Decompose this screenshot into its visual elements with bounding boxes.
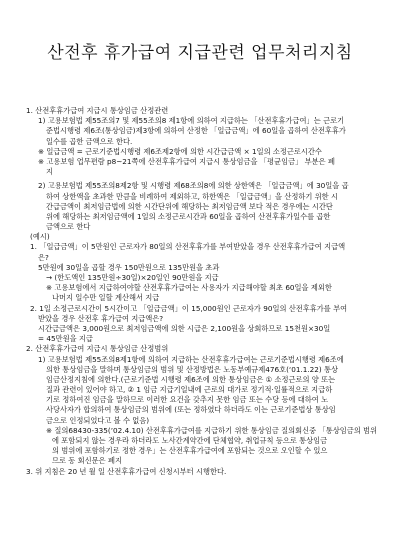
document-line: 므로 동 회신문은 폐지 [52,456,122,466]
document-line: 나머지 일수만 일할 계산해서 지급 [52,293,160,303]
document-line: 기로 정하여진 임금을 말하므로 이러한 요건을 갖추지 못한 임금 또는 수당 등에 대하여 노 [46,395,329,405]
document-line: 1) 고용보험법 제55조의7 및 제55조의8 제1항에 의하여 지급하는 「산전후휴가급여」는 근로기 [38,116,345,126]
document-line: → (한도액인 135만원÷30일)×20일인 90만원을 지급 [46,273,219,282]
document-line: ※ 일급금액 = 근로기준법시행령 제6조제2항에 의한 시간급금액 × 1일의 소정근로시간수 [38,146,322,156]
document-line: 의한 통상임금을 말하며 통상임금의 범위 및 산정방법은 노동부예규제476호(‘01.1.22) 통상 [46,364,339,374]
document-line: 임금산정지침에 의한다.(근로기준법 시행령 제6조에 의한 통상임금은 ① 소정근로의 양 또는 [46,374,336,384]
document-line: 위에 해당하는 최저임금액에 1일의 소정근로시간과 60일을 곱하여 산전후휴가일수를 곱한 [46,211,331,221]
document-line: 질과 관련이 있어야 하고, ② 1 임금 지급기일내에 근로의 대가로 정기적·일률적으로 지급하 [46,385,333,395]
document-line: 금액으로 한다 [46,222,91,232]
document-line: 사당사자가 합의하여 통상임금의 범위에 (또는 정하였다 하더라도 이는 근로기준법상 통상임 [46,405,336,415]
document-line: 일수를 곱한 금액으로 한다. [46,136,133,146]
document-line: 지 [46,167,54,177]
document-line: 5만원에 30일을 곱할 경우 150만원으로 135만원을 초과 [38,262,220,272]
document-line: ※ 고용보험에서 지급하여야할 산전후휴가급여는 사용자가 지급해야할 최초 60일을 제외한 [46,283,332,293]
document-line: 에 포함되지 않는 경우라 하더라도 노사간계약간에 단체협약, 취업규칙 등으로 통상임금 [52,436,328,445]
document-line: ※ 질의68430-335(’02.4.10) 산전후휴가급여를 지급하기 위한 통상임금 질의회신중 「통상임금의 범위 [46,425,378,435]
document-line: 시간급금액은 3,000원으로 최저임금액에 의한 시급은 2,100원을 상회하므로 15천원×30일 [38,323,331,333]
document-line: 간급금액이 최저임금법에 의한 시간단위에 해당하는 최저임금액 보다 적은 경우에는 시간단 [46,201,333,211]
document-line: 하여 상한액을 초과한 만큼을 비례하여 제외하고, 하한액은 「일급금액」을 산정하기 위한 시 [46,191,338,201]
document-line: 3. 위 지침은 20 년 월 일 산전후휴가급여 신청시부터 시행한다. [26,466,227,476]
document-line: 받았을 경우 산전후 휴가급여 지급액은? [38,313,164,323]
document-line: 2. 산전후휴가급여 지급시 통상임금 산정범위 [26,344,169,354]
document-line: 금으로 인정되었다고 볼 수 없음) [46,415,150,425]
document-line: 2. 1일 소정근로시간이 5시간이고 「일급금액」이 15,000원인 근로자가 90일의 산전후휴가를 부여 [30,303,348,313]
document-line: 의 범위에 포함하기로 정한 경우」는 산전후휴가급여에 포함되는 것으로 오인할 수 있으 [52,446,328,456]
document-line: 1. 산전후휴가급여 지급시 통상임금 산정관련 [26,106,169,115]
document-line: ※ 고용보험 업무편람 p8~21쪽에 산전후휴가급여 지급시 통상임금을 「평균임금」 부분은 폐 [38,156,335,166]
document-line: = 45만원을 지급 [38,334,93,344]
document-line: 1) 고용보험법 제55조의8제1항에 의하여 지급하는 산전후휴가급여는 근로기준법시행령 제6조에 [38,354,344,364]
document-line: 준법시행령 제6조(통상임금)제3항에 의하여 산정한 「일급금액」에 60일을 곱하여 산전후휴가 [46,126,346,136]
document-body [26,106,382,477]
document-line: 1. 「일급금액」이 5만원인 근로자가 80일의 산전후휴가를 부여받았을 경우 산전후휴가급여 지급액 [30,242,346,252]
document-line: 은? [38,252,49,262]
document-line: 2) 고용보험법 제55조의8제2항 및 시행령 제68조의8에 의한 상한액은 「일급금액」에 30일을 곱 [38,181,349,191]
document-line: (예시) [30,232,50,242]
document-title: 산전후 휴가급여 지급관련 업무처리지침 [47,43,353,63]
